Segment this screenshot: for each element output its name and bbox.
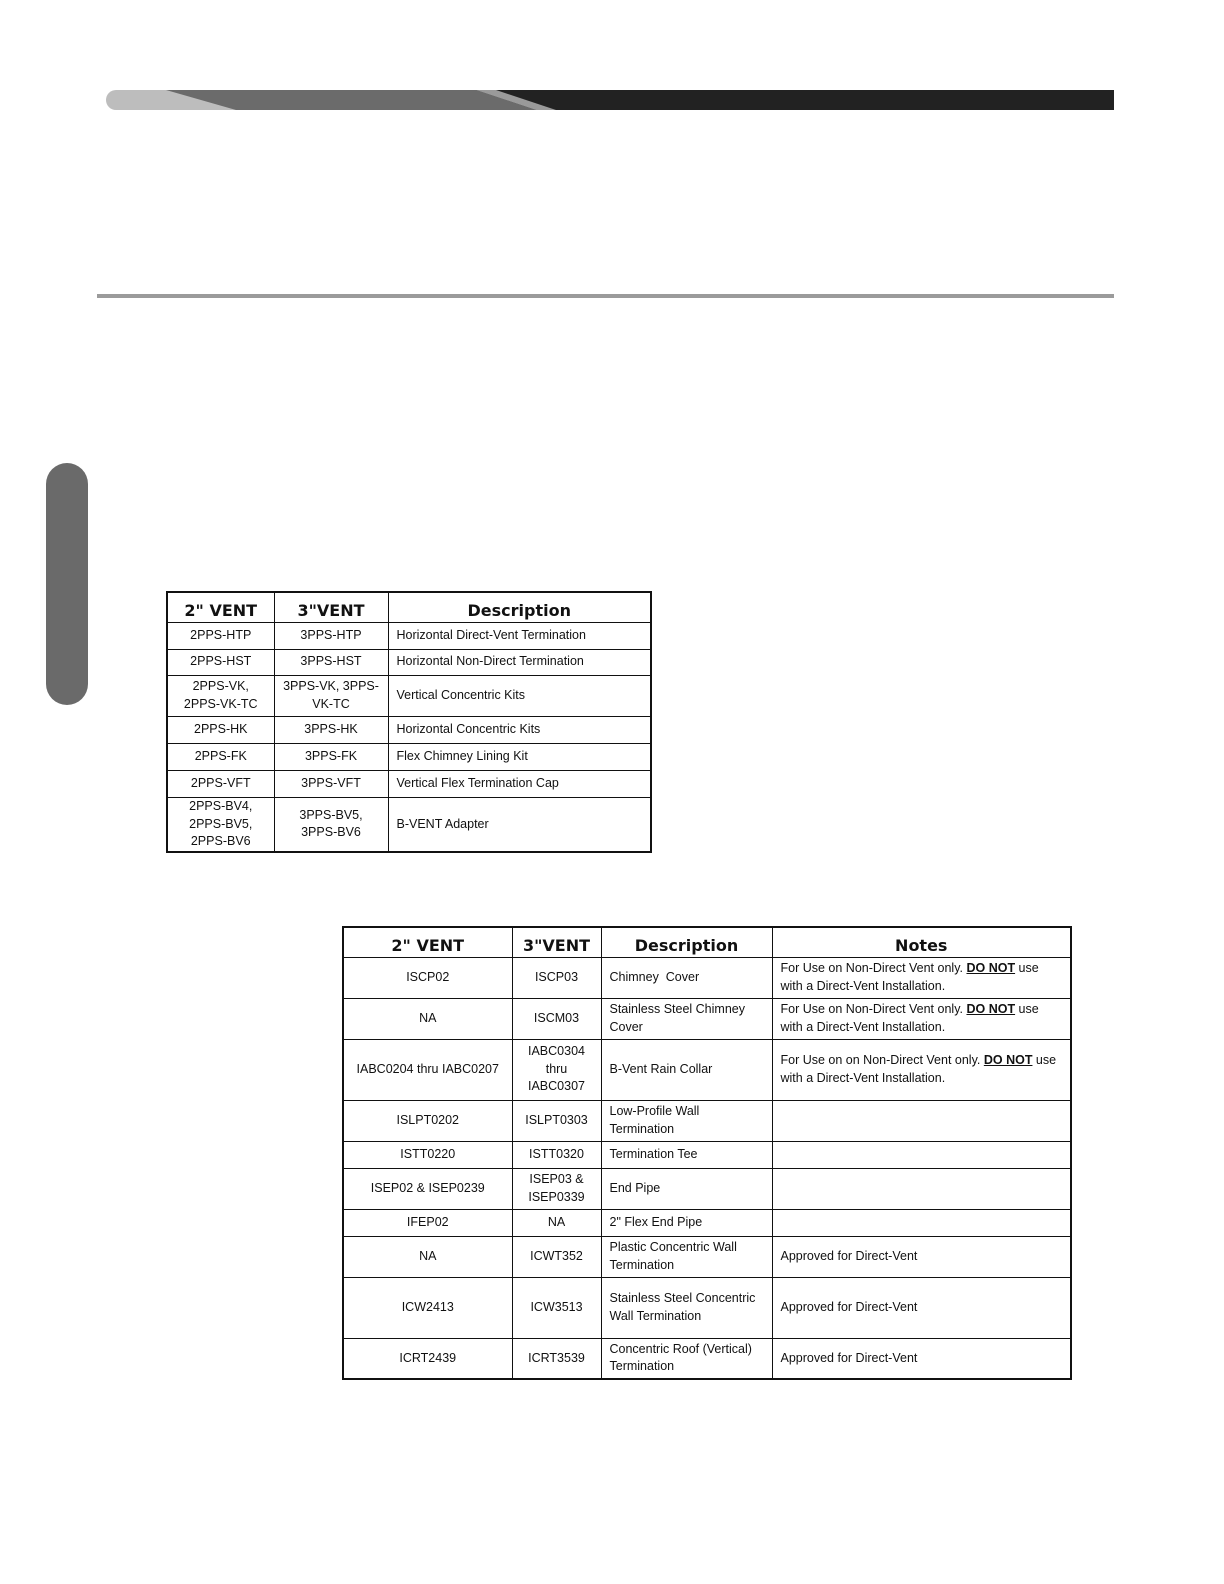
description-cell: Horizontal Concentric Kits [388,716,651,743]
description-cell: Horizontal Direct-Vent Termination [388,622,651,649]
header-bar [106,90,1114,110]
section-divider [97,294,1114,298]
note-text: use with a Direct-Vent Installation. [780,1053,1057,1085]
vent2-cell: ISTT0220 [343,1141,512,1168]
table-row [343,1100,1071,1141]
vent2-cell: NA [343,998,512,1039]
col-header: 2" VENT [343,927,512,957]
notes-cell [772,1168,1071,1209]
vent2-cell: 2PPS-BV4, 2PPS-BV5, 2PPS-BV6 [167,797,274,852]
description-cell: Vertical Concentric Kits [388,675,651,716]
description-cell: Plastic Concentric Wall Termination [601,1236,772,1277]
vent2-cell: IFEP02 [343,1209,512,1236]
description-cell: Low-Profile Wall Termination [601,1100,772,1141]
vent3-cell: NA [512,1209,601,1236]
vent2-cell: 2PPS-VFT [167,770,274,797]
vent2-cell: IABC0204 thru IABC0207 [343,1039,512,1100]
vent3-cell: 3PPS-HK [274,716,388,743]
vent-kits-table [166,591,652,853]
vent2-cell: ISEP02 & ISEP0239 [343,1168,512,1209]
notes-cell [772,1039,1071,1100]
description-cell: Vertical Flex Termination Cap [388,770,651,797]
description-cell: Horizontal Non-Direct Termination [388,649,651,675]
vent2-cell: ISLPT0202 [343,1100,512,1141]
vent3-cell: ISEP03 & ISEP0339 [512,1168,601,1209]
table-row [167,797,651,852]
table-row [343,1141,1071,1168]
vent3-cell: 3PPS-FK [274,743,388,770]
col-header: 3"VENT [274,592,388,622]
col-header: Notes [772,927,1071,957]
description-cell: Termination Tee [601,1141,772,1168]
vent3-cell: 3PPS-HST [274,649,388,675]
table-row [343,1338,1071,1379]
description-cell: B-Vent Rain Collar [601,1039,772,1100]
table-header-row [167,592,651,622]
vent3-cell: ISLPT0303 [512,1100,601,1141]
table-row [343,1209,1071,1236]
vent3-cell: 3PPS-VFT [274,770,388,797]
table-row [343,1039,1071,1100]
table-row [343,998,1071,1039]
notes-cell [772,1100,1071,1141]
vent2-cell: ICW2413 [343,1277,512,1338]
col-header: 2" VENT [167,592,274,622]
vent2-cell: 2PPS-HK [167,716,274,743]
table-row [343,1236,1071,1277]
table-row [167,622,651,649]
vent3-cell: ICW3513 [512,1277,601,1338]
vent2-cell: 2PPS-FK [167,743,274,770]
notes-cell: Approved for Direct-Vent [772,1236,1071,1277]
description-cell: Concentric Roof (Vertical) Termination [601,1338,772,1379]
vent3-cell: 3PPS-VK, 3PPS-VK-TC [274,675,388,716]
description-cell: End Pipe [601,1168,772,1209]
col-header: Description [601,927,772,957]
description-cell: B-VENT Adapter [388,797,651,852]
vent3-cell: ISCP03 [512,957,601,998]
vent3-cell: ISCM03 [512,998,601,1039]
vent3-cell: 3PPS-BV5, 3PPS-BV6 [274,797,388,852]
table-row [167,716,651,743]
vent3-cell: IABC0304 thru IABC0307 [512,1039,601,1100]
note-text: For Use on on Non-Direct Vent only. [780,1053,984,1067]
note-text: use with a Direct-Vent Installation. [780,1002,1039,1034]
vent-accessories-table [342,926,1072,1380]
notes-cell: Approved for Direct-Vent [772,1277,1071,1338]
note-text: For Use on Non-Direct Vent only. [780,1002,967,1016]
table-row [167,649,651,675]
do-not-warning: DO NOT [966,961,1016,975]
description-cell: Chimney Cover [601,957,772,998]
col-header: 3"VENT [512,927,601,957]
col-header: Description [388,592,651,622]
description-cell: Stainless Steel Concentric Wall Termination [601,1277,772,1338]
notes-cell [772,1141,1071,1168]
side-tab [46,463,88,705]
notes-cell [772,1209,1071,1236]
do-not-warning: DO NOT [983,1053,1033,1067]
vent2-cell: NA [343,1236,512,1277]
table-row [343,957,1071,998]
vent3-cell: 3PPS-HTP [274,622,388,649]
description-cell: Stainless Steel Chimney Cover [601,998,772,1039]
notes-cell [772,957,1071,998]
note-text: For Use on Non-Direct Vent only. [780,961,967,975]
vent2-cell: 2PPS-VK, 2PPS-VK-TC [167,675,274,716]
table-row [343,1277,1071,1338]
note-text: use with a Direct-Vent Installation. [780,961,1039,993]
table-row [167,770,651,797]
notes-cell: Approved for Direct-Vent [772,1338,1071,1379]
table-row [343,1168,1071,1209]
description-cell: 2" Flex End Pipe [601,1209,772,1236]
vent3-cell: ISTT0320 [512,1141,601,1168]
notes-cell [772,998,1071,1039]
vent2-cell: ISCP02 [343,957,512,998]
description-cell: Flex Chimney Lining Kit [388,743,651,770]
do-not-warning: DO NOT [966,1002,1016,1016]
table-row [167,743,651,770]
vent3-cell: ICRT3539 [512,1338,601,1379]
vent2-cell: 2PPS-HST [167,649,274,675]
vent2-cell: 2PPS-HTP [167,622,274,649]
table-header-row [343,927,1071,957]
vent3-cell: ICWT352 [512,1236,601,1277]
table-row [167,675,651,716]
vent2-cell: ICRT2439 [343,1338,512,1379]
